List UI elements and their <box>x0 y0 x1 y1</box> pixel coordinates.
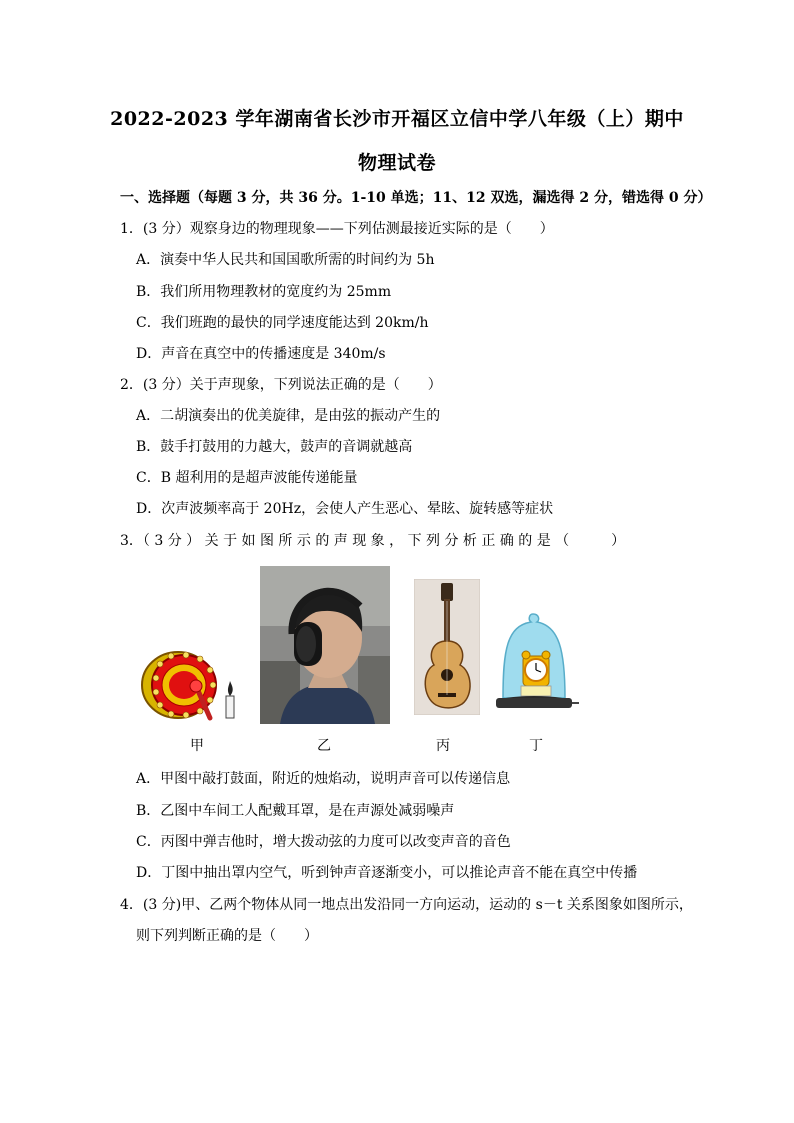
question-3-stem: 3．（ 3 分 ） 关 于 如 图 所 示 的 声 现 象 ， 下 列 分 析 正 确 的 是 （ ） <box>120 533 626 549</box>
question-1-option-c: C．我们班跑的最快的同学速度能达到 20km/h <box>136 315 429 331</box>
question-2-option-b: B．鼓手打鼓用的力越大，鼓声的音调就越高 <box>136 439 413 455</box>
question-2-option-a: A．二胡演奏出的优美旋律，是由弦的振动产生的 <box>136 408 441 424</box>
question-4-stem-line2: 则下列判断正确的是（ ） <box>136 928 318 944</box>
bell-jar-clock-figure <box>493 610 579 716</box>
question-4-stem-line1: 4．(3 分)甲、乙两个物体从同一地点出发沿同一方向运动，运动的 s－t 关系图象如图所示， <box>120 897 693 913</box>
question-2-option-d: D．次声波频率高于 20Hz，会使人产生恶心、晕眩、旋转感等症状 <box>136 501 554 517</box>
question-2-option-c: C．B 超利用的是超声波能传递能量 <box>136 470 358 486</box>
question-1-stem: 1．(3 分）观察身边的物理现象——下列估测最接近实际的是（ ） <box>120 221 554 237</box>
question-1-option-d: D．声音在真空中的传播速度是 340m/s <box>136 346 386 362</box>
figure-label-jia: 甲 <box>190 738 204 754</box>
figure-label-bing: 丙 <box>436 738 450 754</box>
drum-candle-figure <box>138 648 238 723</box>
earmuffs-photo-figure <box>260 566 390 724</box>
question-1-option-b: B．我们所用物理教材的宽度约为 25mm <box>136 284 392 300</box>
figure-label-ding: 丁 <box>529 738 543 754</box>
question-2-stem: 2．(3 分）关于声现象，下列说法正确的是（ ） <box>120 377 442 393</box>
exam-title-line2: 物理试卷 <box>357 152 436 174</box>
section-heading: 一、选择题（每题 3 分，共 36 分。1-10 单选；11、12 双选，漏选得 2 分，错选得 0 分） <box>120 190 712 206</box>
figure-label-yi: 乙 <box>317 738 331 754</box>
guitar-photo-figure <box>414 579 480 715</box>
question-3-option-d: D．丁图中抽出罩内空气，听到钟声音逐渐变小，可以推论声音不能在真空中传播 <box>136 865 638 881</box>
question-3-option-a: A．甲图中敲打鼓面，附近的烛焰动，说明声音可以传递信息 <box>136 771 511 787</box>
exam-title-line1: 2022-2023 学年湖南省长沙市开福区立信中学八年级（上）期中 <box>110 108 684 130</box>
question-3-option-c: C．丙图中弹吉他时，增大拨动弦的力度可以改变声音的音色 <box>136 834 511 850</box>
question-3-option-b: B．乙图中车间工人配戴耳罩，是在声源处减弱噪声 <box>136 803 455 819</box>
question-1-option-a: A．演奏中华人民共和国国歌所需的时间约为 5h <box>136 252 435 268</box>
